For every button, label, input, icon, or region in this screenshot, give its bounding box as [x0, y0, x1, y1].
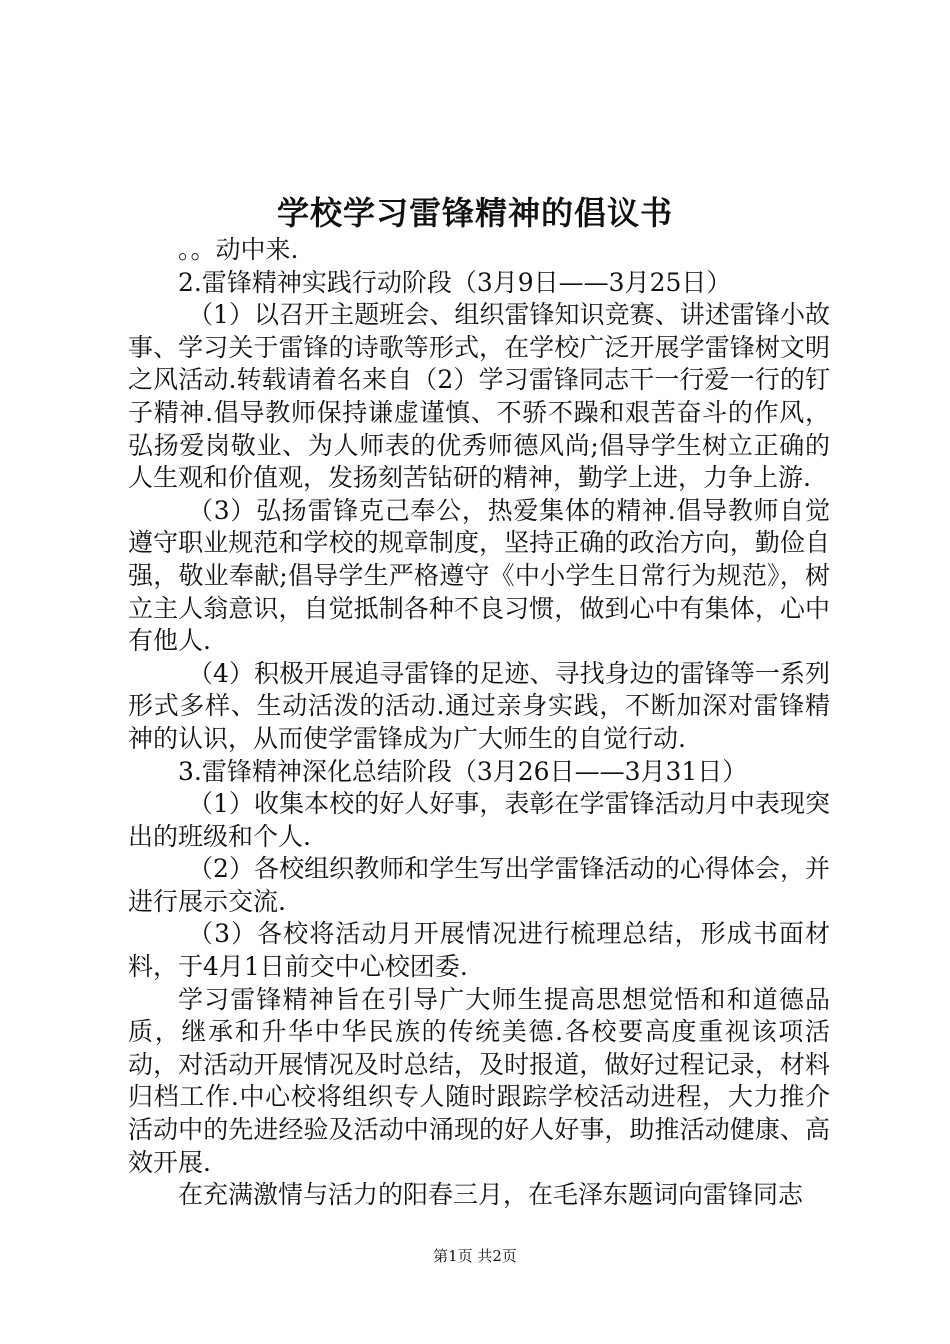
paragraph: 3.雷锋精神深化总结阶段（3月26日——3月31日） [178, 756, 748, 786]
paragraph: （4）积极开展追寻雷锋的足迹、寻找身边的雷锋等一系列形式多样、生动活泼的活动.通过亲身实践，不断加深对雷锋精神的认识，从而使学雷锋成为广大师生的自觉行动. [128, 658, 830, 753]
page-footer: 第1页 共2页 [433, 1247, 517, 1265]
paragraph: （3）各校将活动月开展情况进行梳理总结，形成书面材料，于4月1日前交中心校团委. [128, 919, 830, 982]
paragraph: 。。动中来. [178, 235, 299, 264]
paragraph: 在充满激情与活力的阳春三月，在毛泽东题词向雷锋同志 [178, 1180, 804, 1210]
paragraph: （1）以召开主题班会、组织雷锋知识竞赛、讲述雷锋小故事、学习关于雷锋的诗歌等形式，在学校广泛开展学雷锋树文明之风活动.转载请着名来自（2）学习雷锋同志干一行爱一行的钉子精神.倡导教师保持谦虚谨慎、不骄不躁和艰苦奋斗的作风，弘扬爱岗敬业、为人师表的优秀师德风尚;倡导学生树立正确的人生观和价值观，发扬刻苦钻研的精神，勤学上进，力争上游. [128, 300, 830, 493]
paragraph: （2）各校组织教师和学生写出学雷锋活动的心得体会，并进行展示交流. [128, 854, 830, 916]
paragraph: （1）收集本校的好人好事，表彰在学雷锋活动月中表现突出的班级和个人. [128, 789, 830, 851]
paragraph: 2.雷锋精神实践行动阶段（3月9日——3月25日） [178, 267, 732, 297]
paragraph: 学习雷锋精神旨在引导广大师生提高思想觉悟和和道德品质，继承和升华中华民族的传统美德.各校要高度重视该项活动，对活动开展情况及时总结，及时报道，做好过程记录，材料归档工作.中心校将组织专人随时跟踪学校活动进程，大力推介活动中的先进经验及活动中涌现的好人好事，助推活动健康、高效开展. [128, 984, 830, 1177]
paragraph: （3）弘扬雷锋克己奉公，热爱集体的精神.倡导教师自觉遵守职业规范和学校的规章制度，坚持正确的政治方向，勤俭自强，敬业奉献;倡导学生严格遵守《中小学生日常行为规范》，树立主人翁意识，自觉抵制各种不良习惯，做到心中有集体，心中有他人. [128, 495, 830, 656]
document-title: 学校学习雷锋精神的倡议书 [276, 194, 673, 232]
document-body [128, 234, 830, 1212]
